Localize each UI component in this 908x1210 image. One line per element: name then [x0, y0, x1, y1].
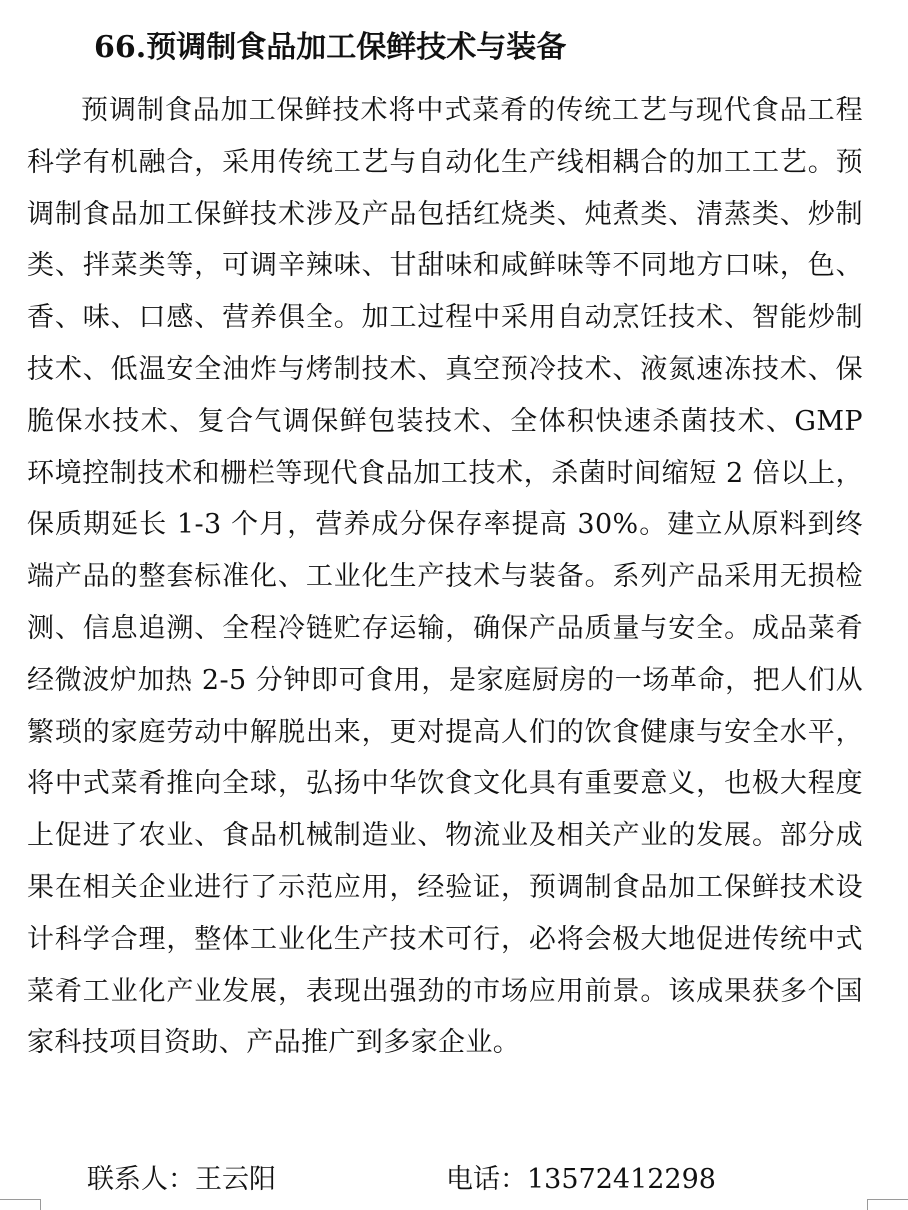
page-corner-mark-right	[867, 1199, 908, 1210]
contact-person: 联系人：王云阳	[87, 1164, 276, 1195]
contact-line	[0, 1160, 908, 1200]
contact-phone: 电话：13572412298	[446, 1164, 716, 1195]
body-paragraph: 预调制食品加工保鲜技术将中式菜肴的传统工艺与现代食品工程科学有机融合，采用传统工艺与自动化生产线相耦合的加工工艺。预调制食品加工保鲜技术涉及产品包括红烧类、炖煮类、清蒸类、炒制类、拌菜类等，可调辛辣味、甘甜味和咸鲜味等不同地方口味，色、香、味、口感、营养俱全。加工过程中采用自动烹饪技术、智能炒制技术、低温安全油炸与烤制技术、真空预冷技术、液氮速冻技术、保脆保水技术、复合气调保鲜包装技术、全体积快速杀菌技术、GMP 环境控制技术和栅栏等现代食品加工技术，杀菌时间缩短 2 倍以上，保质期延长 1-3 个月，营养成分保存率提高 30%。建立从原料到终端产品的整套标准化、工业化生产技术与装备。系列产品采用无损检测、信息追溯、全程冷链贮存运输，确保产品质量与安全。成品菜肴经微波炉加热 2-5 分钟即可食用，是家庭厨房的一场革命，把人们从繁琐的家庭劳动中解脱出来，更对提高人们的饮食健康与安全水平，将中式菜肴推向全球，弘扬中华饮食文化具有重要意义，也极大程度上促进了农业、食品机械制造业、物流业及相关产业的发展。部分成果在相关企业进行了示范应用，经验证，预调制食品加工保鲜技术设计科学合理，整体工业化生产技术可行，必将会极大地促进传统中式菜肴工业化产业发展，表现出强劲的市场应用前景。该成果获多个国家科技项目资助、产品推广到多家企业。	[27, 95, 863, 1059]
document-title: 66.预调制食品加工保鲜技术与装备	[94, 30, 567, 65]
page-corner-mark-left	[0, 1199, 41, 1210]
